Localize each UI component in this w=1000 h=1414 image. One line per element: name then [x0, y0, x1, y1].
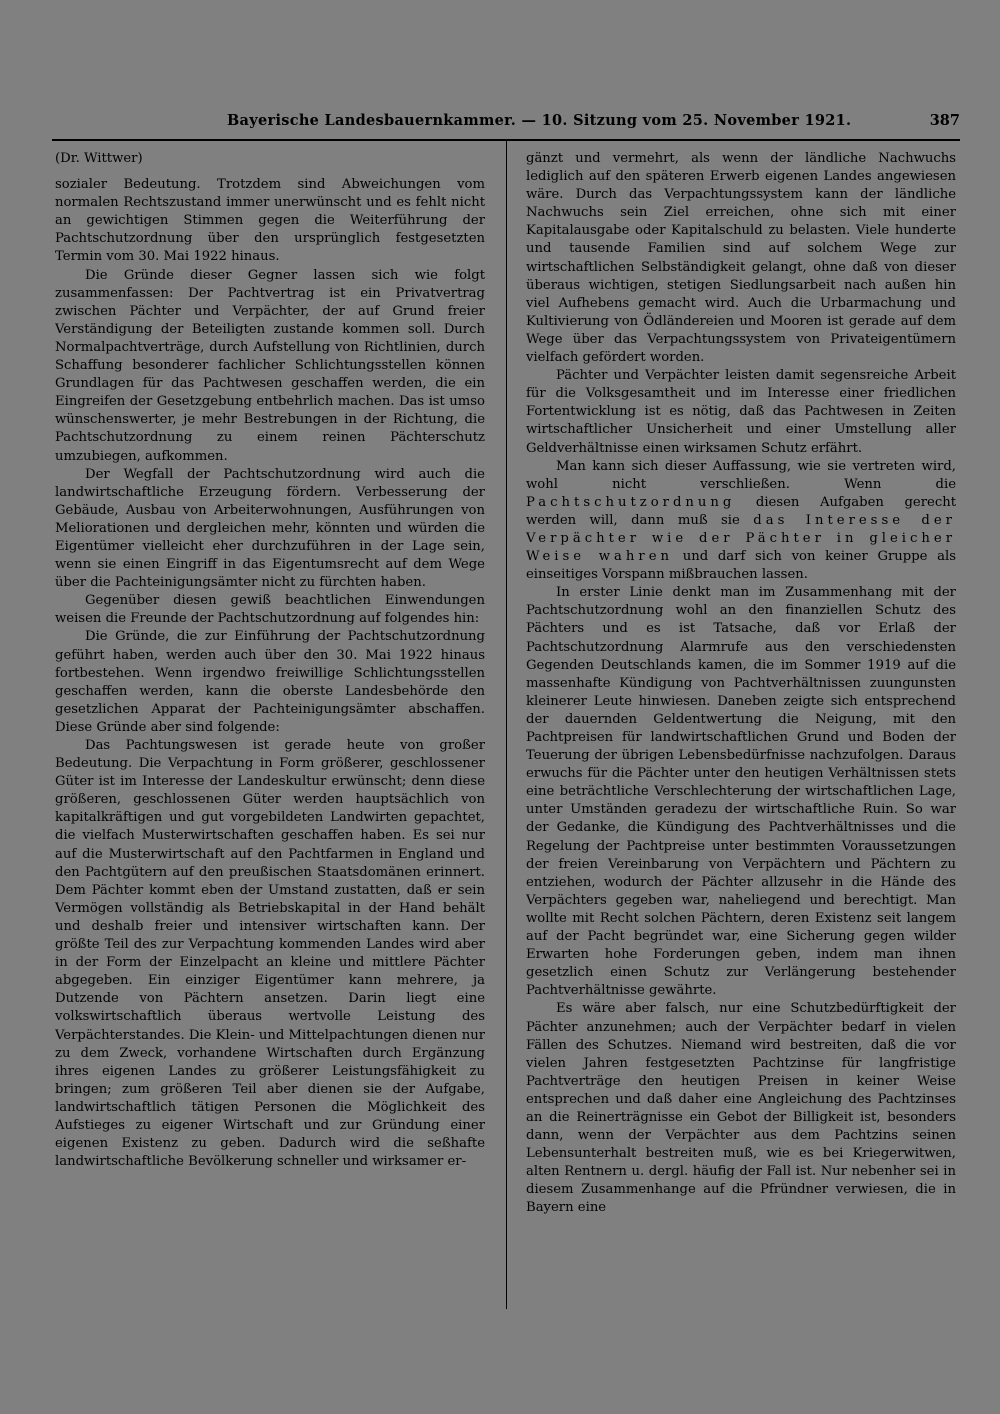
- text-run: und darf sich von keiner Gruppe als einseitiges Vorspann mißbrauchen lassen.: [526, 549, 956, 583]
- emphasized-term: Pachtschutzordnung: [526, 494, 736, 510]
- text-run: diesen Aufgaben gerecht werden will, dann muß sie: [526, 494, 956, 528]
- paragraph: Der Wegfall der Pachtschutzordnung wird auch die landwirtschaftliche Erzeugung fördern. Verbesserung der Gebäude, Ausbau von Arbeiterwohnungen, Ausführungen von Meliorationen und dergleichen mehr, könnten und würden die Eigentümer vielleicht eher durchzuführen in der Lage sein, wenn sie einen Eingriff in das Eigentumsrecht auf dem Wege über die Pachteinigungsämter nicht zu fürchten haben.: [55, 466, 485, 591]
- right-column: [526, 150, 956, 1308]
- left-column: [55, 150, 485, 1308]
- column-divider: [506, 141, 507, 1309]
- page-number: 387: [929, 112, 960, 129]
- paragraph: Es wäre aber falsch, nur eine Schutzbedürftigkeit der Pächter anzunehmen; auch der Verpächter bedarf in vielen Fällen des Schutzes. Niemand wird bestreiten, daß die vor vielen Jahren festgesetzten Pachtzinse für langfristige Pachtverträge den heutigen Preisen in keiner Weise entsprechen und daß daher eine Angleichung des Pachtzinses an die Reinerträgnisse ein Gebot der Billigkeit ist, besonders dann, wenn der Verpächter aus dem Pachtzins seinen Lebensunterhalt bestreiten muß, wie es bei Kriegerwitwen, alten Rentnern u. dergl. häufig der Fall ist. Nur nebenher sei in diesem Zusammenhange auf die Pfründner verwiesen, die in Bayern eine: [526, 1001, 956, 1216]
- paragraph: Gegenüber diesen gewiß beachtlichen Einwendungen weisen die Freunde der Pachtschutzordnung auf folgendes hin:: [55, 593, 485, 627]
- page-header: [52, 112, 960, 134]
- emphasized-phrase: das Interesse der Verpächter wie der Pächter in gleicher Weise wahren: [526, 512, 956, 565]
- paragraph: In erster Linie denkt man im Zusammenhang mit der Pachtschutzordnung wohl an den finanziellen Schutz des Pächters und es ist Tatsache, daß vor Erlaß der Pachtschutzordnung Alarmrufe aus den verschiedensten Gegenden Deutschlands kamen, die im Sommer 1919 auf die massenhafte Kündigung von Pachtverhältnissen zuungunsten kleinerer Leute hinwiesen. Daneben zeigte sich entsprechend der dauernden Geldentwertung die Neigung, mit den Pachtpreisen für landwirtschaftlichen Grund und Boden der Teuerung der übrigen Lebensbedürfnisse nachzufolgen. Daraus erwuchs für die Pächter unter den heutigen Verhältnissen stets eine beträchtliche Verschlechterung der wirtschaftlichen Lage, unter Umständen geradezu der wirtschaftliche Ruin. So war der Gedanke, die Kündigung des Pachtverhältnisses und die Regelung der Pachtpreise unter bestimmten Voraussetzungen der freien Vereinbarung von Verpächtern und Pächtern zu entziehen, wodurch der Pächter allzusehr in die Hände des Verpächters gegeben war, naheliegend und berechtigt. Man wollte mit Recht solchen Pächtern, deren Existenz seit langem auf der Pacht begründet war, eine Sicherung gegen wilder Erwarten hohe Forderungen geben, indem man ihnen gesetzlich einen Schutz zur Verlängerung bestehender Pachtverhältnisse gewährte.: [526, 585, 956, 999]
- speaker-label: (Dr. Wittwer): [55, 151, 143, 166]
- paragraph: gänzt und vermehrt, als wenn der ländliche Nachwuchs lediglich auf den späteren Erwerb eigenen Landes angewiesen wäre. Durch das Verpachtungssystem kann der ländliche Nachwuchs sein Ziel erreichen, ohne sich mit einer Kapitalausgabe oder Kapitalschuld zu belasten. Viele hunderte und tausende Familien sind auf solchem Wege zur wirtschaftlichen Selbständigkeit gelangt, ohne daß von dieser überaus wichtigen, stetigen Siedlungsarbeit nach außen hin viel Aufhebens gemacht wird. Auch die Urbarmachung und Kultivierung von Ödländereien und Mooren ist gerade auf dem Wege über das Verpachtungssystem von Privateigentümern vielfach gefördert worden.: [526, 151, 956, 366]
- paragraph: Pächter und Verpächter leisten damit segensreiche Arbeit für die Volksgesamtheit und im Interesse einer friedlichen Fortentwicklung ist es nötig, daß das Pachtwesen in Zeiten wirtschaftlicher Unsicherheit und einer Umstellung aller Geldverhältnisse einen wirksamen Schutz erfährt.: [526, 368, 956, 456]
- text-run: Man kann sich dieser Auffassung, wie sie vertreten wird, wohl nicht verschließen. Wenn die: [526, 458, 956, 492]
- paragraph: Die Gründe dieser Gegner lassen sich wie folgt zusammenfassen: Der Pachtvertrag ist ein Privatvertrag zwischen Pächter und Verpächter, der auf Grund freier Verständigung der Beteiligten zustande kommen soll. Durch Normalpachtverträge, durch Aufstellung von Richtlinien, durch Schaffung besonderer fachlicher Schlichtungsstellen können Grundlagen für das Pachtwesen geschaffen werden, die ein Eingreifen der Gesetzgebung entbehrlich machen. Das ist umso wünschenswerter, je mehr Bestrebungen in der Richtung, die Pachtschutzordnung zu einem reinen Pächterschutz umzubiegen, aufkommen.: [55, 267, 485, 464]
- running-title: Bayerische Landesbauernkammer. — 10. Sitzung vom 25. November 1921.: [227, 112, 852, 129]
- paragraph: Die Gründe, die zur Einführung der Pachtschutzordnung geführt haben, werden auch über den 30. Mai 1922 hinaus fortbestehen. Wenn irgendwo freiwillige Schlichtungsstellen geschaffen werden, kann die oberste Landesbehörde den gesetzlichen Apparat der Pachteinigungsämter abschaffen. Diese Gründe aber sind folgende:: [55, 629, 485, 735]
- paragraph: Das Pachtungswesen ist gerade heute von großer Bedeutung. Die Verpachtung in Form größerer, geschlossener Güter ist im Interesse der Landeskultur erwünscht; denn diese größeren, geschlossenen Güter werden hauptsächlich von kapitalkräftigen und gut vorgebildeten Landwirten gepachtet, die vielfach Musterwirtschaften geschaffen haben. Es sei nur auf die Musterwirtschaft auf den Pachtfarmen in England und den Pachtgütern auf den preußischen Staatsdomänen erinnert. Dem Pächter kommt eben der Umstand zustatten, daß er sein Vermögen vollständig als Betriebskapital in der Hand behält und deshalb freier und intensiver wirtschaften kann. Der größte Teil des zur Verpachtung kommenden Landes wird aber in der Form der Einzelpacht an kleine und mittlere Pächter abgegeben. Ein einziger Eigentümer kann mehrere, ja Dutzende von Pächtern ansetzen. Darin liegt eine volkswirtschaftlich überaus wertvolle Leistung des Verpächterstandes. Die Klein- und Mittelpachtungen dienen nur zu dem Zweck, vorhandene Wirtschaften durch Ergänzung ihres eigenen Landes zu größerer Leistungsfähigkeit zu bringen; zum größeren Teil aber dienen sie der Aufgabe, landwirtschaftlich tätigen Personen die Möglichkeit des Aufstieges zu eigener Wirtschaft und zur Gründung einer eigenen Existenz zu geben. Dadurch wird die seßhafte landwirtschaftliche Bevölkerung schneller und wirksamer er-: [55, 738, 485, 1170]
- paragraph: sozialer Bedeutung. Trotzdem sind Abweichungen vom normalen Rechtszustand immer unerwünscht und es fehlt nicht an gewichtigen Stimmen gegen die Weiterführung der Pachtschutzordnung über den ursprünglich festgesetzten Termin vom 30. Mai 1922 hinaus.: [55, 177, 485, 265]
- paragraph: [526, 458, 956, 585]
